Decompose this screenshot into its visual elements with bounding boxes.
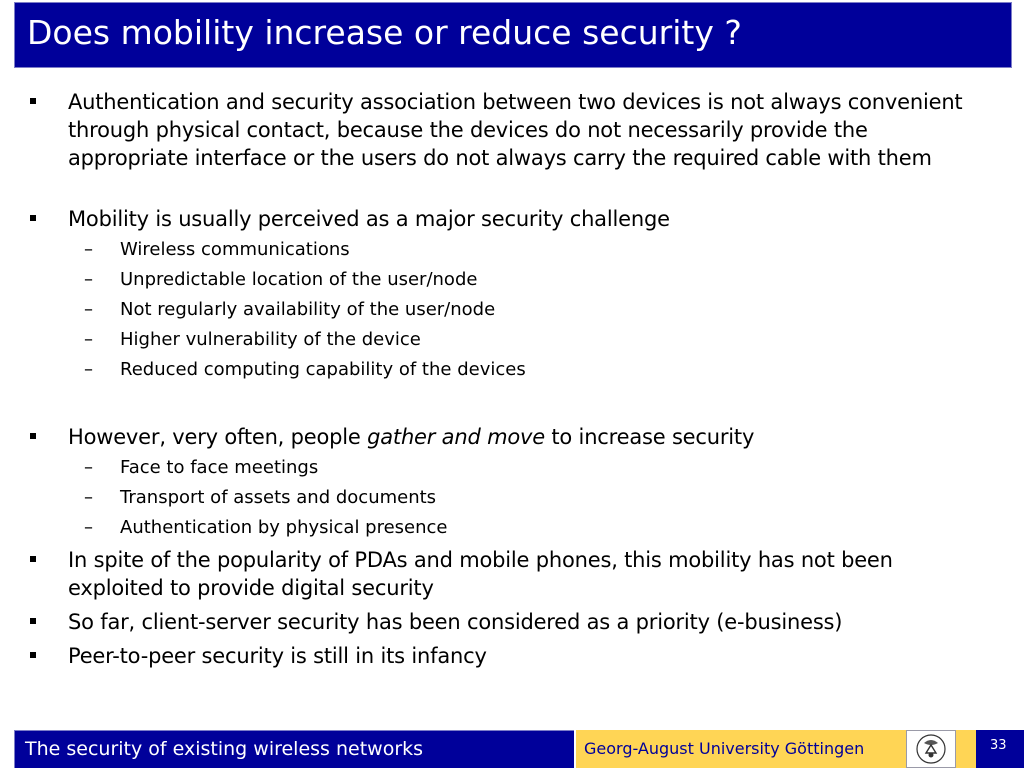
university-seal-icon <box>906 730 956 768</box>
page-number: 33 <box>990 738 1007 753</box>
sub-bullet-item <box>84 298 980 322</box>
footer-title-bar <box>14 730 574 768</box>
dash-bullet-icon: – <box>84 239 93 260</box>
bullet-text: Peer-to-peer security is still in its infancy <box>68 644 487 668</box>
bullet-text: Mobility is usually perceived as a major security challenge <box>68 207 670 231</box>
bullet-text: In spite of the popularity of PDAs and mobile phones, this mobility has not been exploited to provide digital security <box>68 548 893 600</box>
sub-bullet-item <box>84 238 980 262</box>
dash-bullet-icon: – <box>84 457 93 478</box>
dash-bullet-icon: – <box>84 329 93 350</box>
footer-title: The security of existing wireless networks <box>25 738 424 760</box>
square-bullet-icon <box>30 215 36 221</box>
sub-bullet-text: Reduced computing capability of the devices <box>120 359 526 380</box>
slide-title: Does mobility increase or reduce security ? <box>27 13 742 52</box>
bullet-item <box>68 642 988 670</box>
bullet-text-suffix: to increase security <box>544 425 755 449</box>
bullet-item <box>68 608 988 636</box>
sub-bullet-text: Wireless communications <box>120 239 350 260</box>
bullet-text: Authentication and security association between two devices is not always convenient through physical contact, because the devices do not necessarily provide the appropriate interface or the users do not always carry the required cable with them <box>68 90 963 170</box>
square-bullet-icon <box>30 98 36 104</box>
sub-bullet-item <box>84 456 980 480</box>
dash-bullet-icon: – <box>84 299 93 320</box>
sub-bullet-item <box>84 516 980 540</box>
dash-bullet-icon: – <box>84 269 93 290</box>
sub-bullet-text: Unpredictable location of the user/node <box>120 269 478 290</box>
bullet-item <box>68 546 988 602</box>
sub-bullet-item <box>84 358 980 382</box>
page-number-box <box>976 730 1024 768</box>
square-bullet-icon <box>30 652 36 658</box>
sub-bullet-text: Face to face meetings <box>120 457 319 478</box>
footer-university: Georg-August University Göttingen <box>584 739 865 758</box>
sub-bullet-text: Transport of assets and documents <box>120 487 437 508</box>
sub-bullet-item <box>84 328 980 352</box>
bullet-text: So far, client-server security has been considered as a priority (e-business) <box>68 610 843 634</box>
bullet-item <box>68 205 988 233</box>
square-bullet-icon <box>30 618 36 624</box>
sub-bullet-text: Not regularly availability of the user/node <box>120 299 496 320</box>
square-bullet-icon <box>30 433 36 439</box>
bullet-item <box>68 88 988 172</box>
dash-bullet-icon: – <box>84 487 93 508</box>
sub-bullet-item <box>84 486 980 510</box>
sub-bullet-text: Authentication by physical presence <box>120 517 448 538</box>
sub-bullet-text: Higher vulnerability of the device <box>120 329 421 350</box>
bullet-emphasis: gather and move <box>367 425 545 449</box>
bullet-item <box>68 423 988 451</box>
bullet-text-prefix: However, very often, people <box>68 425 368 449</box>
square-bullet-icon <box>30 556 36 562</box>
sub-bullet-item <box>84 268 980 292</box>
dash-bullet-icon: – <box>84 359 93 380</box>
dash-bullet-icon: – <box>84 517 93 538</box>
